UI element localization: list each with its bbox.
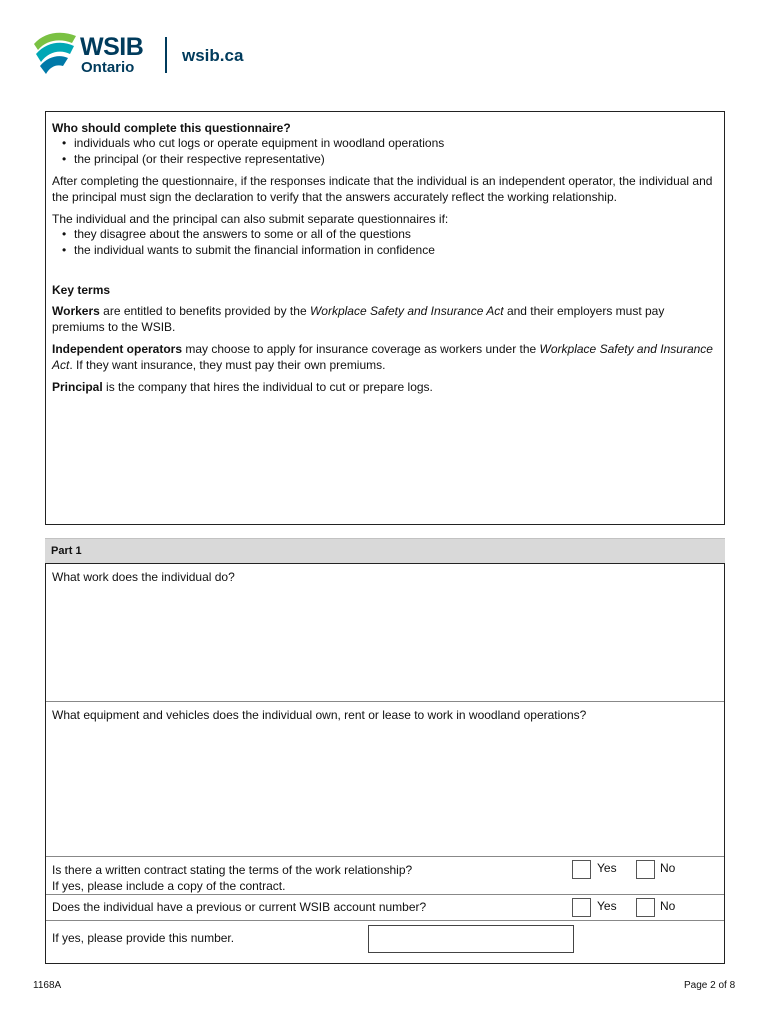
logo-divider [165, 37, 167, 73]
principal-term: Principal [52, 380, 103, 394]
contract-row [46, 857, 724, 895]
key-terms-heading: Key terms [52, 283, 111, 297]
who-heading: Who should complete this questionnaire? [52, 121, 291, 135]
wsib-logo-icon [32, 30, 78, 74]
form-number: 1168A [33, 980, 62, 991]
contract-no-checkbox[interactable] [636, 860, 655, 879]
page-number: Page 2 of 8 [684, 980, 736, 991]
contract-no-label: No [660, 861, 676, 875]
list-item: • the individual wants to submit the financial information in confidence [52, 243, 718, 259]
workers-term: Workers [52, 304, 100, 318]
workers-act: Workplace Safety and Insurance Act [309, 304, 504, 318]
principal-text: is the company that hires the individual to cut or prepare logs. [102, 380, 433, 394]
separate-list [52, 227, 718, 258]
account-yes-checkbox[interactable] [572, 898, 591, 917]
account-row [46, 895, 724, 921]
account-yes-label: Yes [597, 899, 617, 913]
part-1-form [45, 563, 725, 964]
contract-yes-label: Yes [597, 861, 617, 875]
work-description-field[interactable] [46, 564, 724, 702]
independent-operators-text: . If they want insurance, they must pay their own premiums. [69, 358, 386, 372]
workers-text: and their employers must pay premiums to the WSIB. [52, 304, 665, 334]
logo-subtitle: Ontario [81, 59, 135, 76]
part-1-header: Part 1 [45, 538, 725, 563]
logo-wordmark: WSIB [80, 33, 144, 61]
header [32, 30, 292, 80]
workers-text: are entitled to benefits provided by the [99, 304, 310, 318]
work-question: What work does the individual do? [52, 570, 235, 584]
contract-question-text: Is there a written contract stating the terms of the work relationship? [52, 863, 413, 877]
after-paragraph: After completing the questionnaire, if the responses indicate that the individual is an independent operator, the individual and the principal must sign the declaration to verify that the answers accurately reflect the working relationship. [52, 174, 713, 204]
list-item: • the principal (or their respective representative) [52, 152, 718, 168]
contract-question-subtext: If yes, please include a copy of the contract. [52, 879, 286, 893]
account-no-checkbox[interactable] [636, 898, 655, 917]
independent-operators-term: Independent operators [52, 342, 183, 356]
list-item: • individuals who cut logs or operate equipment in woodland operations [52, 136, 718, 152]
independent-operators-definition [52, 341, 718, 373]
account-question: Does the individual have a previous or current WSIB account number? [52, 900, 427, 914]
principal-definition [52, 379, 718, 395]
list-item: • they disagree about the answers to some or all of the questions [52, 227, 718, 243]
account-number-input[interactable] [368, 925, 574, 953]
who-list [52, 136, 718, 167]
account-number-prompt: If yes, please provide this number. [52, 931, 235, 945]
account-number-row [46, 921, 724, 963]
separate-paragraph: The individual and the principal can also submit separate questionnaires if: [52, 212, 449, 226]
independent-operators-act: Workplace Safety and Insurance Act [52, 342, 713, 372]
website-link[interactable]: wsib.ca [182, 46, 244, 65]
contract-question [52, 862, 412, 894]
account-no-label: No [660, 899, 676, 913]
equipment-question: What equipment and vehicles does the individual own, rent or lease to work in woodland operations? [52, 708, 587, 722]
independent-operators-text: may choose to apply for insurance coverage as workers under the [182, 342, 540, 356]
intro-box [45, 111, 725, 525]
equipment-field[interactable] [46, 702, 724, 857]
workers-definition [52, 303, 718, 335]
contract-yes-checkbox[interactable] [572, 860, 591, 879]
